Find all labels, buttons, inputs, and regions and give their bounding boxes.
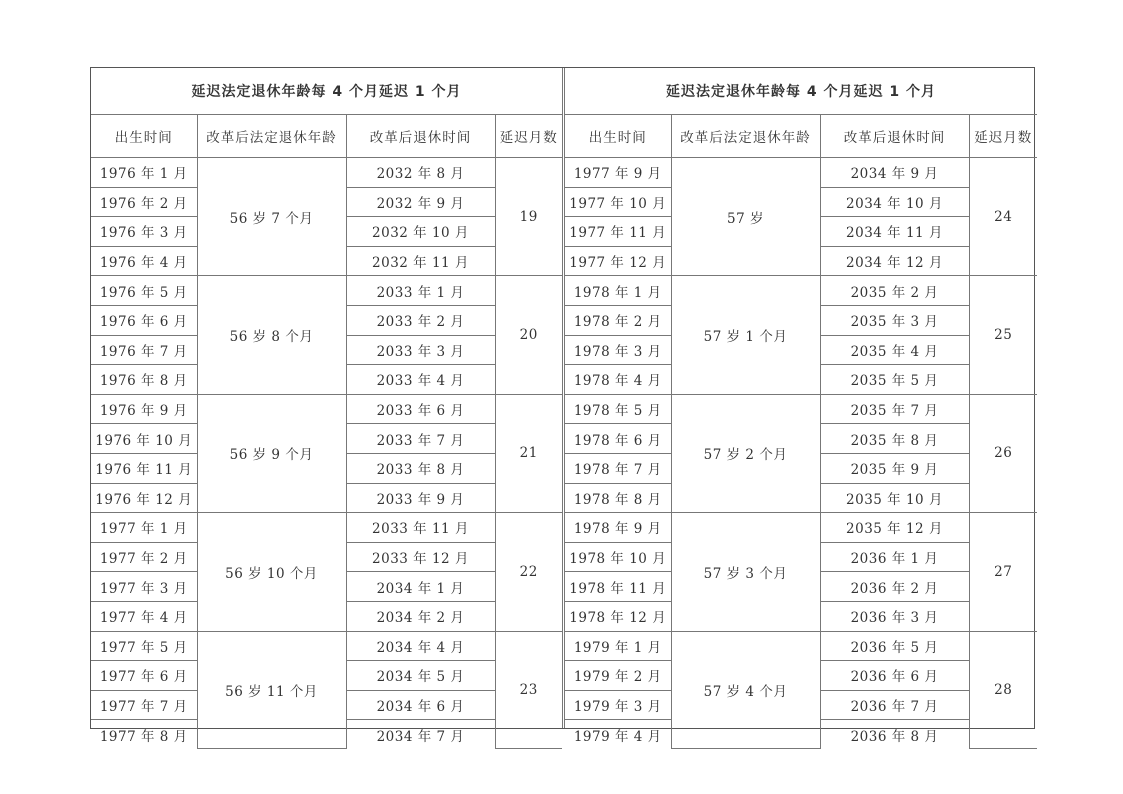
- table-title: 延迟法定退休年龄每 4 个月延迟 1 个月: [565, 68, 1037, 115]
- retirement-age-cell: 57 岁 4 个月: [671, 631, 820, 749]
- table-title: 延迟法定退休年龄每 4 个月延迟 1 个月: [91, 68, 562, 115]
- delay-months-cell: 26: [969, 394, 1037, 512]
- retirement-age-cell: 57 岁: [671, 158, 820, 276]
- birth-date-cell: 1976 年 4 月: [91, 246, 197, 276]
- birth-date-cell: 1978 年 8 月: [565, 483, 671, 513]
- birth-date-cell: 1977 年 3 月: [91, 572, 197, 602]
- retirement-date-cell: 2036 年 2 月: [820, 572, 969, 602]
- birth-date-cell: 1977 年 10 月: [565, 187, 671, 217]
- delay-months-cell: 23: [495, 631, 562, 749]
- table-row: [91, 276, 562, 306]
- birth-date-cell: 1976 年 3 月: [91, 217, 197, 247]
- retirement-date-cell: 2035 年 7 月: [820, 394, 969, 424]
- birth-date-cell: 1977 年 9 月: [565, 158, 671, 188]
- birth-date-cell: 1977 年 6 月: [91, 661, 197, 691]
- retirement-date-cell: 2033 年 4 月: [346, 365, 495, 395]
- birth-date-cell: 1978 年 7 月: [565, 453, 671, 483]
- column-header: 延迟月数: [969, 115, 1037, 158]
- birth-date-cell: 1976 年 6 月: [91, 305, 197, 335]
- retirement-date-cell: 2034 年 9 月: [820, 158, 969, 188]
- birth-date-cell: 1978 年 3 月: [565, 335, 671, 365]
- birth-date-cell: 1976 年 10 月: [91, 424, 197, 454]
- retirement-date-cell: 2034 年 2 月: [346, 601, 495, 631]
- retirement-date-cell: 2032 年 10 月: [346, 217, 495, 247]
- table-row: [91, 158, 562, 188]
- birth-date-cell: 1978 年 2 月: [565, 305, 671, 335]
- birth-date-cell: 1979 年 2 月: [565, 661, 671, 691]
- table-row: [565, 276, 1037, 306]
- table-left-half: [91, 68, 562, 745]
- retirement-age-cell: 56 岁 11 个月: [197, 631, 346, 749]
- left-table: [91, 68, 562, 749]
- table-right-half: [562, 68, 1034, 745]
- birth-date-cell: 1978 年 1 月: [565, 276, 671, 306]
- retirement-date-cell: 2035 年 2 月: [820, 276, 969, 306]
- retirement-date-cell: 2033 年 8 月: [346, 453, 495, 483]
- birth-date-cell: 1978 年 11 月: [565, 572, 671, 602]
- delay-months-cell: 28: [969, 631, 1037, 749]
- retirement-date-cell: 2036 年 8 月: [820, 720, 969, 749]
- birth-date-cell: 1977 年 8 月: [91, 720, 197, 749]
- retirement-date-cell: 2035 年 3 月: [820, 305, 969, 335]
- retirement-table: [90, 67, 1035, 745]
- retirement-date-cell: 2032 年 11 月: [346, 246, 495, 276]
- retirement-date-cell: 2035 年 4 月: [820, 335, 969, 365]
- retirement-date-cell: 2036 年 7 月: [820, 690, 969, 720]
- retirement-age-cell: 56 岁 7 个月: [197, 158, 346, 276]
- delay-months-cell: 24: [969, 158, 1037, 276]
- birth-date-cell: 1977 年 7 月: [91, 690, 197, 720]
- table-row: [91, 394, 562, 424]
- table-row: [565, 394, 1037, 424]
- retirement-date-cell: 2035 年 10 月: [820, 483, 969, 513]
- header-row: [91, 115, 562, 158]
- retirement-date-cell: 2033 年 12 月: [346, 542, 495, 572]
- table-row: [91, 513, 562, 543]
- column-header: 出生时间: [565, 115, 671, 158]
- retirement-date-cell: 2033 年 2 月: [346, 305, 495, 335]
- retirement-date-cell: 2033 年 9 月: [346, 483, 495, 513]
- retirement-date-cell: 2032 年 8 月: [346, 158, 495, 188]
- column-header: 改革后法定退休年龄: [197, 115, 346, 158]
- column-header: 改革后法定退休年龄: [671, 115, 820, 158]
- delay-months-cell: 19: [495, 158, 562, 276]
- retirement-date-cell: 2033 年 11 月: [346, 513, 495, 543]
- retirement-date-cell: 2034 年 1 月: [346, 572, 495, 602]
- birth-date-cell: 1978 年 6 月: [565, 424, 671, 454]
- retirement-date-cell: 2034 年 5 月: [346, 661, 495, 691]
- table-title-row: [91, 68, 562, 115]
- right-table: [565, 68, 1037, 749]
- birth-date-cell: 1977 年 12 月: [565, 246, 671, 276]
- table-row: [565, 631, 1037, 661]
- retirement-date-cell: 2034 年 7 月: [346, 720, 495, 749]
- birth-date-cell: 1977 年 4 月: [91, 601, 197, 631]
- birth-date-cell: 1979 年 1 月: [565, 631, 671, 661]
- birth-date-cell: 1977 年 11 月: [565, 217, 671, 247]
- birth-date-cell: 1977 年 1 月: [91, 513, 197, 543]
- retirement-age-cell: 57 岁 1 个月: [671, 276, 820, 394]
- birth-date-cell: 1977 年 2 月: [91, 542, 197, 572]
- retirement-date-cell: 2035 年 12 月: [820, 513, 969, 543]
- retirement-date-cell: 2033 年 6 月: [346, 394, 495, 424]
- column-header: 出生时间: [91, 115, 197, 158]
- birth-date-cell: 1977 年 5 月: [91, 631, 197, 661]
- birth-date-cell: 1978 年 10 月: [565, 542, 671, 572]
- retirement-age-cell: 56 岁 9 个月: [197, 394, 346, 512]
- birth-date-cell: 1976 年 5 月: [91, 276, 197, 306]
- delay-months-cell: 25: [969, 276, 1037, 394]
- retirement-date-cell: 2035 年 5 月: [820, 365, 969, 395]
- birth-date-cell: 1976 年 7 月: [91, 335, 197, 365]
- retirement-date-cell: 2034 年 10 月: [820, 187, 969, 217]
- retirement-age-cell: 56 岁 10 个月: [197, 513, 346, 631]
- birth-date-cell: 1978 年 5 月: [565, 394, 671, 424]
- retirement-date-cell: 2032 年 9 月: [346, 187, 495, 217]
- retirement-date-cell: 2033 年 1 月: [346, 276, 495, 306]
- delay-months-cell: 20: [495, 276, 562, 394]
- retirement-date-cell: 2036 年 3 月: [820, 601, 969, 631]
- retirement-date-cell: 2034 年 4 月: [346, 631, 495, 661]
- retirement-date-cell: 2034 年 6 月: [346, 690, 495, 720]
- header-row: [565, 115, 1037, 158]
- retirement-date-cell: 2035 年 9 月: [820, 453, 969, 483]
- retirement-date-cell: 2034 年 12 月: [820, 246, 969, 276]
- delay-months-cell: 27: [969, 513, 1037, 631]
- table-row: [91, 631, 562, 661]
- birth-date-cell: 1976 年 12 月: [91, 483, 197, 513]
- column-header: 改革后退休时间: [820, 115, 969, 158]
- table-row: [565, 158, 1037, 188]
- retirement-date-cell: 2035 年 8 月: [820, 424, 969, 454]
- retirement-age-cell: 57 岁 2 个月: [671, 394, 820, 512]
- retirement-date-cell: 2036 年 5 月: [820, 631, 969, 661]
- birth-date-cell: 1976 年 1 月: [91, 158, 197, 188]
- column-header: 改革后退休时间: [346, 115, 495, 158]
- delay-months-cell: 21: [495, 394, 562, 512]
- birth-date-cell: 1976 年 8 月: [91, 365, 197, 395]
- birth-date-cell: 1976 年 11 月: [91, 453, 197, 483]
- retirement-age-cell: 56 岁 8 个月: [197, 276, 346, 394]
- retirement-date-cell: 2036 年 6 月: [820, 661, 969, 691]
- birth-date-cell: 1976 年 9 月: [91, 394, 197, 424]
- retirement-date-cell: 2034 年 11 月: [820, 217, 969, 247]
- birth-date-cell: 1979 年 3 月: [565, 690, 671, 720]
- retirement-date-cell: 2033 年 3 月: [346, 335, 495, 365]
- column-header: 延迟月数: [495, 115, 562, 158]
- table-title-row: [565, 68, 1037, 115]
- table-row: [565, 513, 1037, 543]
- birth-date-cell: 1978 年 12 月: [565, 601, 671, 631]
- delay-months-cell: 22: [495, 513, 562, 631]
- birth-date-cell: 1978 年 9 月: [565, 513, 671, 543]
- retirement-date-cell: 2033 年 7 月: [346, 424, 495, 454]
- retirement-age-cell: 57 岁 3 个月: [671, 513, 820, 631]
- birth-date-cell: 1979 年 4 月: [565, 720, 671, 749]
- retirement-date-cell: 2036 年 1 月: [820, 542, 969, 572]
- birth-date-cell: 1978 年 4 月: [565, 365, 671, 395]
- birth-date-cell: 1976 年 2 月: [91, 187, 197, 217]
